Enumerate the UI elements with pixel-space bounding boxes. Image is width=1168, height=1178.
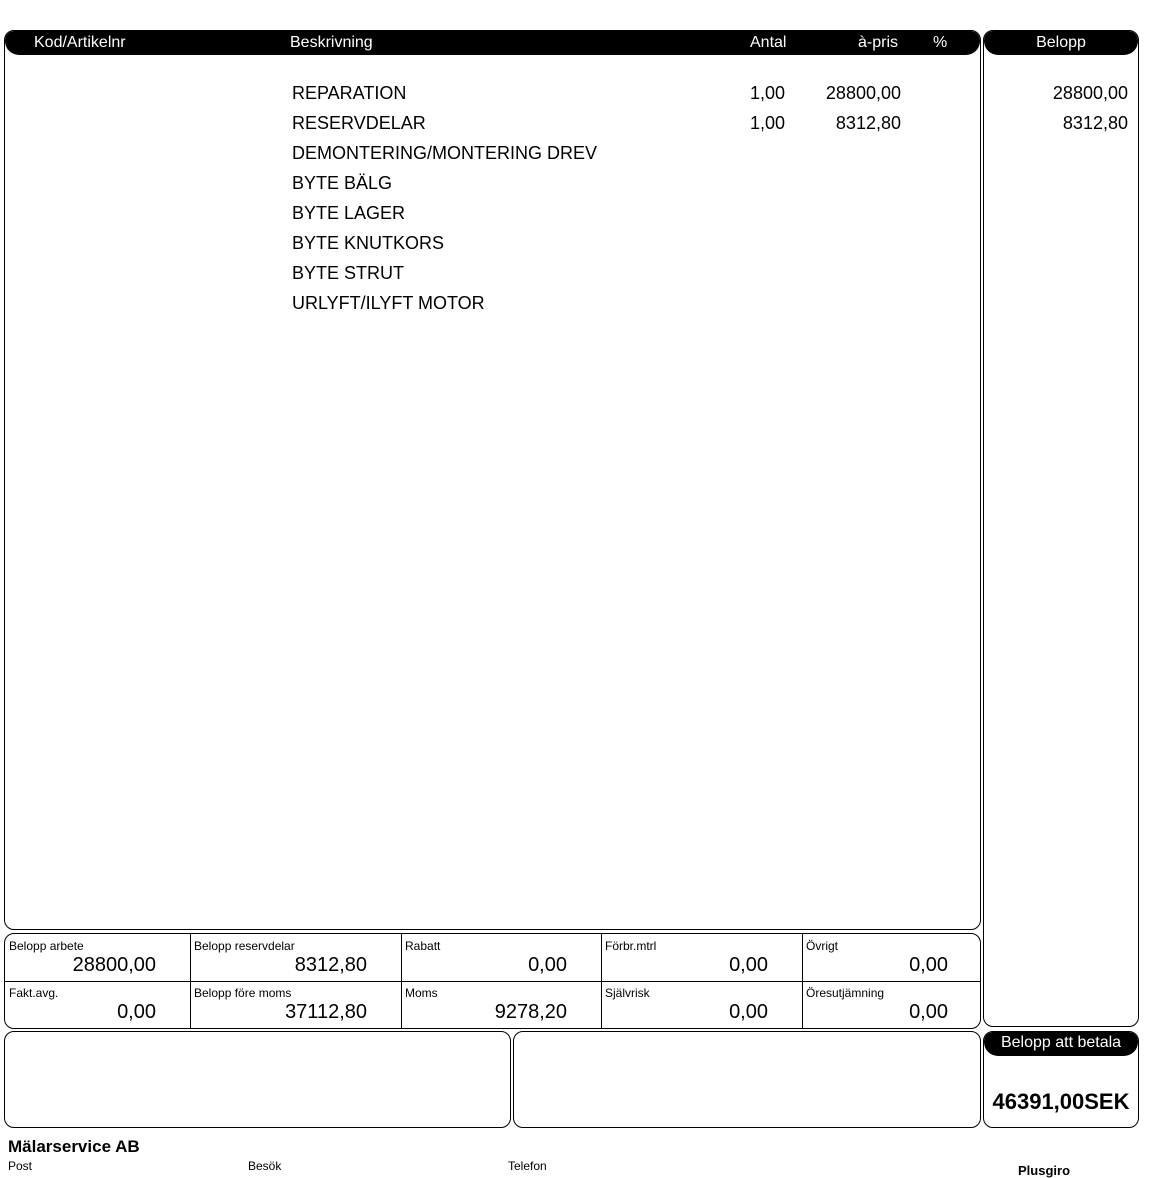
header-quantity: Antal	[750, 34, 787, 51]
total-rounding	[802, 981, 981, 1029]
total-other-value: 0,00	[909, 954, 948, 976]
row-description: DEMONTERING/MONTERING DREV	[292, 143, 598, 163]
footer-phone-label: Telefon	[508, 1159, 547, 1173]
total-vat-value: 9278,20	[494, 1001, 567, 1023]
total-labor-label: Belopp arbete	[9, 939, 84, 953]
total-discount-label: Rabatt	[405, 939, 441, 953]
total-other-label: Övrigt	[806, 939, 839, 953]
row-description: REPARATION	[292, 83, 407, 103]
row-description: BYTE STRUT	[292, 263, 405, 283]
row-amount: 8312,80	[1062, 113, 1128, 133]
amount-due-label: Belopp att betala	[984, 1032, 1138, 1056]
total-parts	[190, 934, 401, 981]
total-parts-label: Belopp reservdelar	[194, 939, 295, 953]
total-before-vat-label: Belopp före moms	[194, 986, 292, 1000]
row-description: URLYFT/ILYFT MOTOR	[292, 293, 485, 313]
amount-due-value: 46391,00SEK	[992, 1089, 1130, 1114]
row-description: RESERVDELAR	[292, 113, 426, 133]
row-description: BYTE BÄLG	[292, 173, 393, 193]
total-consumables-value: 0,00	[729, 954, 768, 976]
total-invoice-fee-value: 0,00	[117, 1001, 156, 1023]
totals-grid	[4, 933, 981, 1029]
total-vat-label: Moms	[405, 986, 438, 1000]
amount-column-header	[984, 31, 1138, 55]
header-description: Beskrivning	[290, 34, 373, 51]
total-invoice-fee	[5, 981, 190, 1029]
header-amount: Belopp	[1036, 34, 1086, 51]
total-deductible-value: 0,00	[729, 1001, 768, 1023]
total-deductible-label: Självrisk	[605, 986, 650, 1000]
footer-visit-label: Besök	[248, 1159, 282, 1173]
row-quantity: 1,00	[749, 83, 785, 103]
footer-post-label: Post	[8, 1159, 33, 1173]
total-discount	[401, 934, 601, 981]
row-unit-price: 8312,80	[835, 113, 901, 133]
amount-due-box	[983, 1031, 1139, 1128]
note-box-left	[4, 1031, 511, 1128]
total-invoice-fee-label: Fakt.avg.	[9, 986, 59, 1000]
items-table	[4, 30, 981, 930]
total-other	[802, 934, 981, 981]
row-quantity: 1,00	[749, 113, 785, 133]
header-percent: %	[933, 34, 948, 51]
total-discount-value: 0,00	[528, 954, 567, 976]
total-parts-value: 8312,80	[294, 954, 367, 976]
total-labor-value: 28800,00	[72, 954, 156, 976]
total-deductible	[601, 981, 802, 1029]
total-rounding-value: 0,00	[909, 1001, 948, 1023]
row-description: BYTE KNUTKORS	[292, 233, 445, 253]
total-vat	[401, 981, 601, 1029]
total-rounding-label: Öresutjämning	[806, 986, 885, 1000]
header-unit-price: à-pris	[858, 34, 899, 51]
total-before-vat	[190, 981, 401, 1029]
company-name: Mälarservice AB	[8, 1137, 140, 1156]
items-table-header	[5, 31, 980, 55]
note-box-right	[513, 1031, 981, 1128]
row-amount: 28800,00	[1052, 83, 1128, 103]
total-consumables-label: Förbr.mtrl	[605, 939, 657, 953]
total-labor	[5, 934, 190, 981]
total-before-vat-value: 37112,80	[285, 1001, 367, 1023]
row-unit-price: 28800,00	[825, 83, 901, 103]
total-consumables	[601, 934, 802, 981]
footer-plusgiro-label: Plusgiro	[1018, 1163, 1071, 1178]
amount-column	[983, 30, 1139, 1027]
row-description: BYTE LAGER	[292, 203, 406, 223]
header-code: Kod/Artikelnr	[34, 34, 126, 51]
